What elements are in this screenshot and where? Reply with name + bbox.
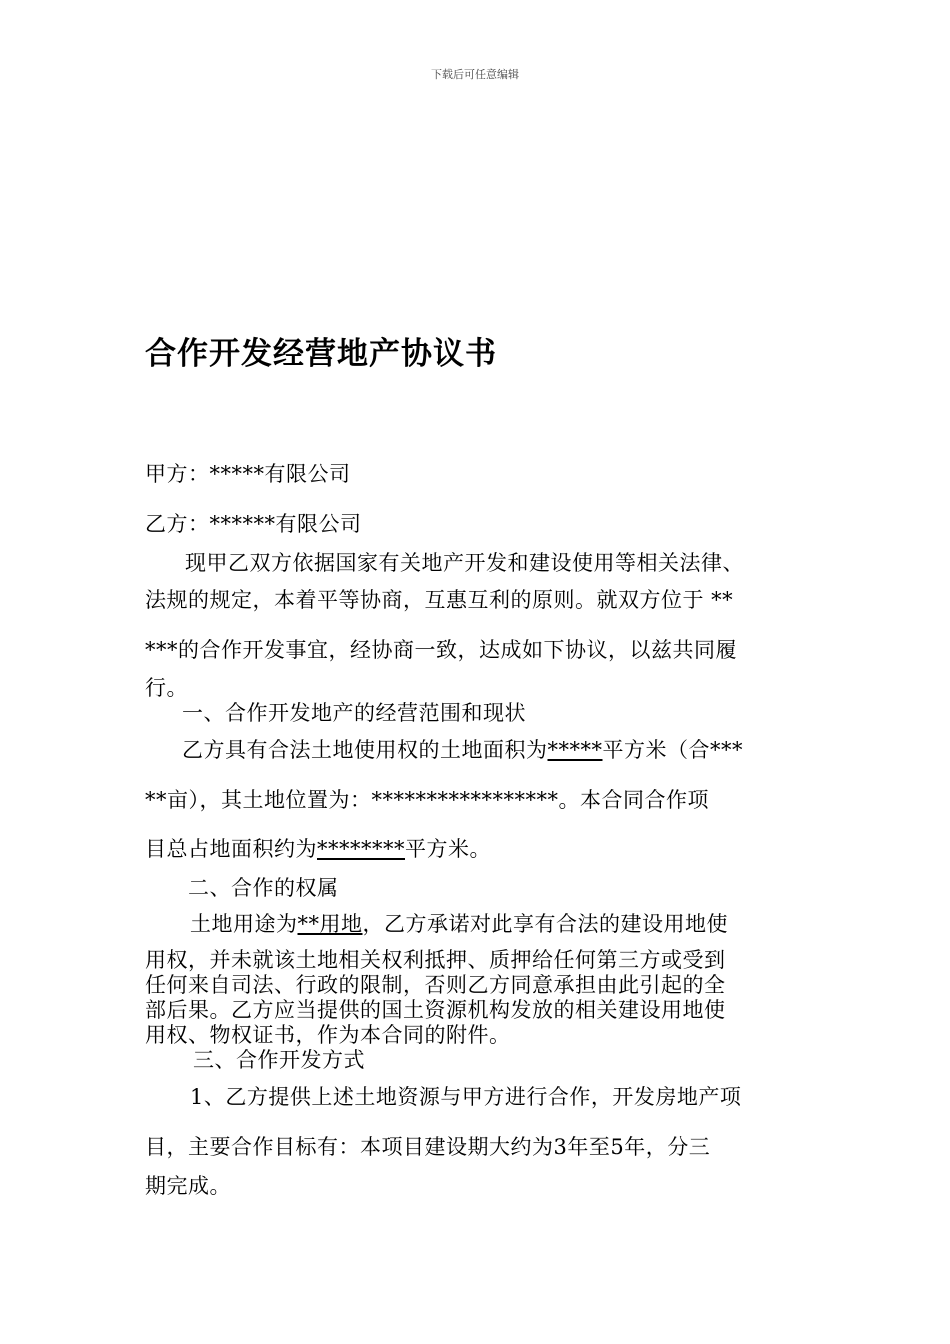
- section-3-line-3: 期完成。: [145, 1174, 231, 1198]
- section-1-line-2: **亩），其土地位置为：*****************。本合同合作项: [145, 788, 709, 812]
- section-3-heading: 三、合作开发方式: [193, 1048, 365, 1072]
- section-1-line-1: [182, 734, 743, 764]
- preamble-line-4: 行。: [145, 676, 188, 700]
- preamble-line-3: ***的合作开发事宜，经协商一致，达成如下协议，以兹共同履: [145, 638, 737, 662]
- document-title: 合作开发经营地产协议书: [145, 336, 497, 372]
- section-2-line-5: 用权、物权证书，作为本合同的附件。: [145, 1023, 511, 1047]
- section-2-heading: 二、合作的权属: [188, 876, 339, 900]
- section-1-text: 平方米（合***: [602, 738, 743, 762]
- section-1-text: 目总占地面积约为: [145, 837, 317, 861]
- section-3-line-2: 目，主要合作目标有：本项目建设期大约为3年至5年，分三: [145, 1135, 711, 1159]
- section-2-line-1: [190, 908, 728, 938]
- section-2-line-4: 部后果。乙方应当提供的国土资源机构发放的相关建设用地使: [145, 998, 726, 1022]
- section-2-text: 土地用途为: [190, 912, 298, 936]
- section-2-line-3: 任何来自司法、行政的限制，否则乙方同意承担由此引起的全: [145, 973, 726, 997]
- page-header-note: 下载后可任意编辑: [431, 68, 519, 81]
- party-b: 乙方：******有限公司: [145, 512, 362, 536]
- section-2-line-2: 用权，并未就该土地相关权利抵押、质押给任何第三方或受到: [145, 948, 726, 972]
- total-area-value: ********: [317, 837, 405, 861]
- section-1-heading: 一、合作开发地产的经营范围和现状: [182, 701, 526, 725]
- section-1-text: 平方米。: [405, 837, 491, 861]
- land-use-value: **用地: [297, 912, 363, 936]
- section-1-line-3: [145, 833, 491, 863]
- party-a: 甲方：*****有限公司: [145, 462, 351, 486]
- land-area-value: *****: [547, 738, 603, 762]
- section-1-text: 乙方具有合法土地使用权的土地面积为: [182, 738, 548, 762]
- preamble-line-1: 现甲乙双方依据国家有关地产开发和建设使用等相关法律、: [185, 551, 744, 575]
- preamble-line-2: 法规的规定，本着平等协商，互惠互利的原则。就双方位于 **: [145, 588, 734, 612]
- section-2-text: ，乙方承诺对此享有合法的建设用地使: [362, 912, 728, 936]
- section-3-line-1: 1、乙方提供上述土地资源与甲方进行合作，开发房地产项: [190, 1085, 742, 1109]
